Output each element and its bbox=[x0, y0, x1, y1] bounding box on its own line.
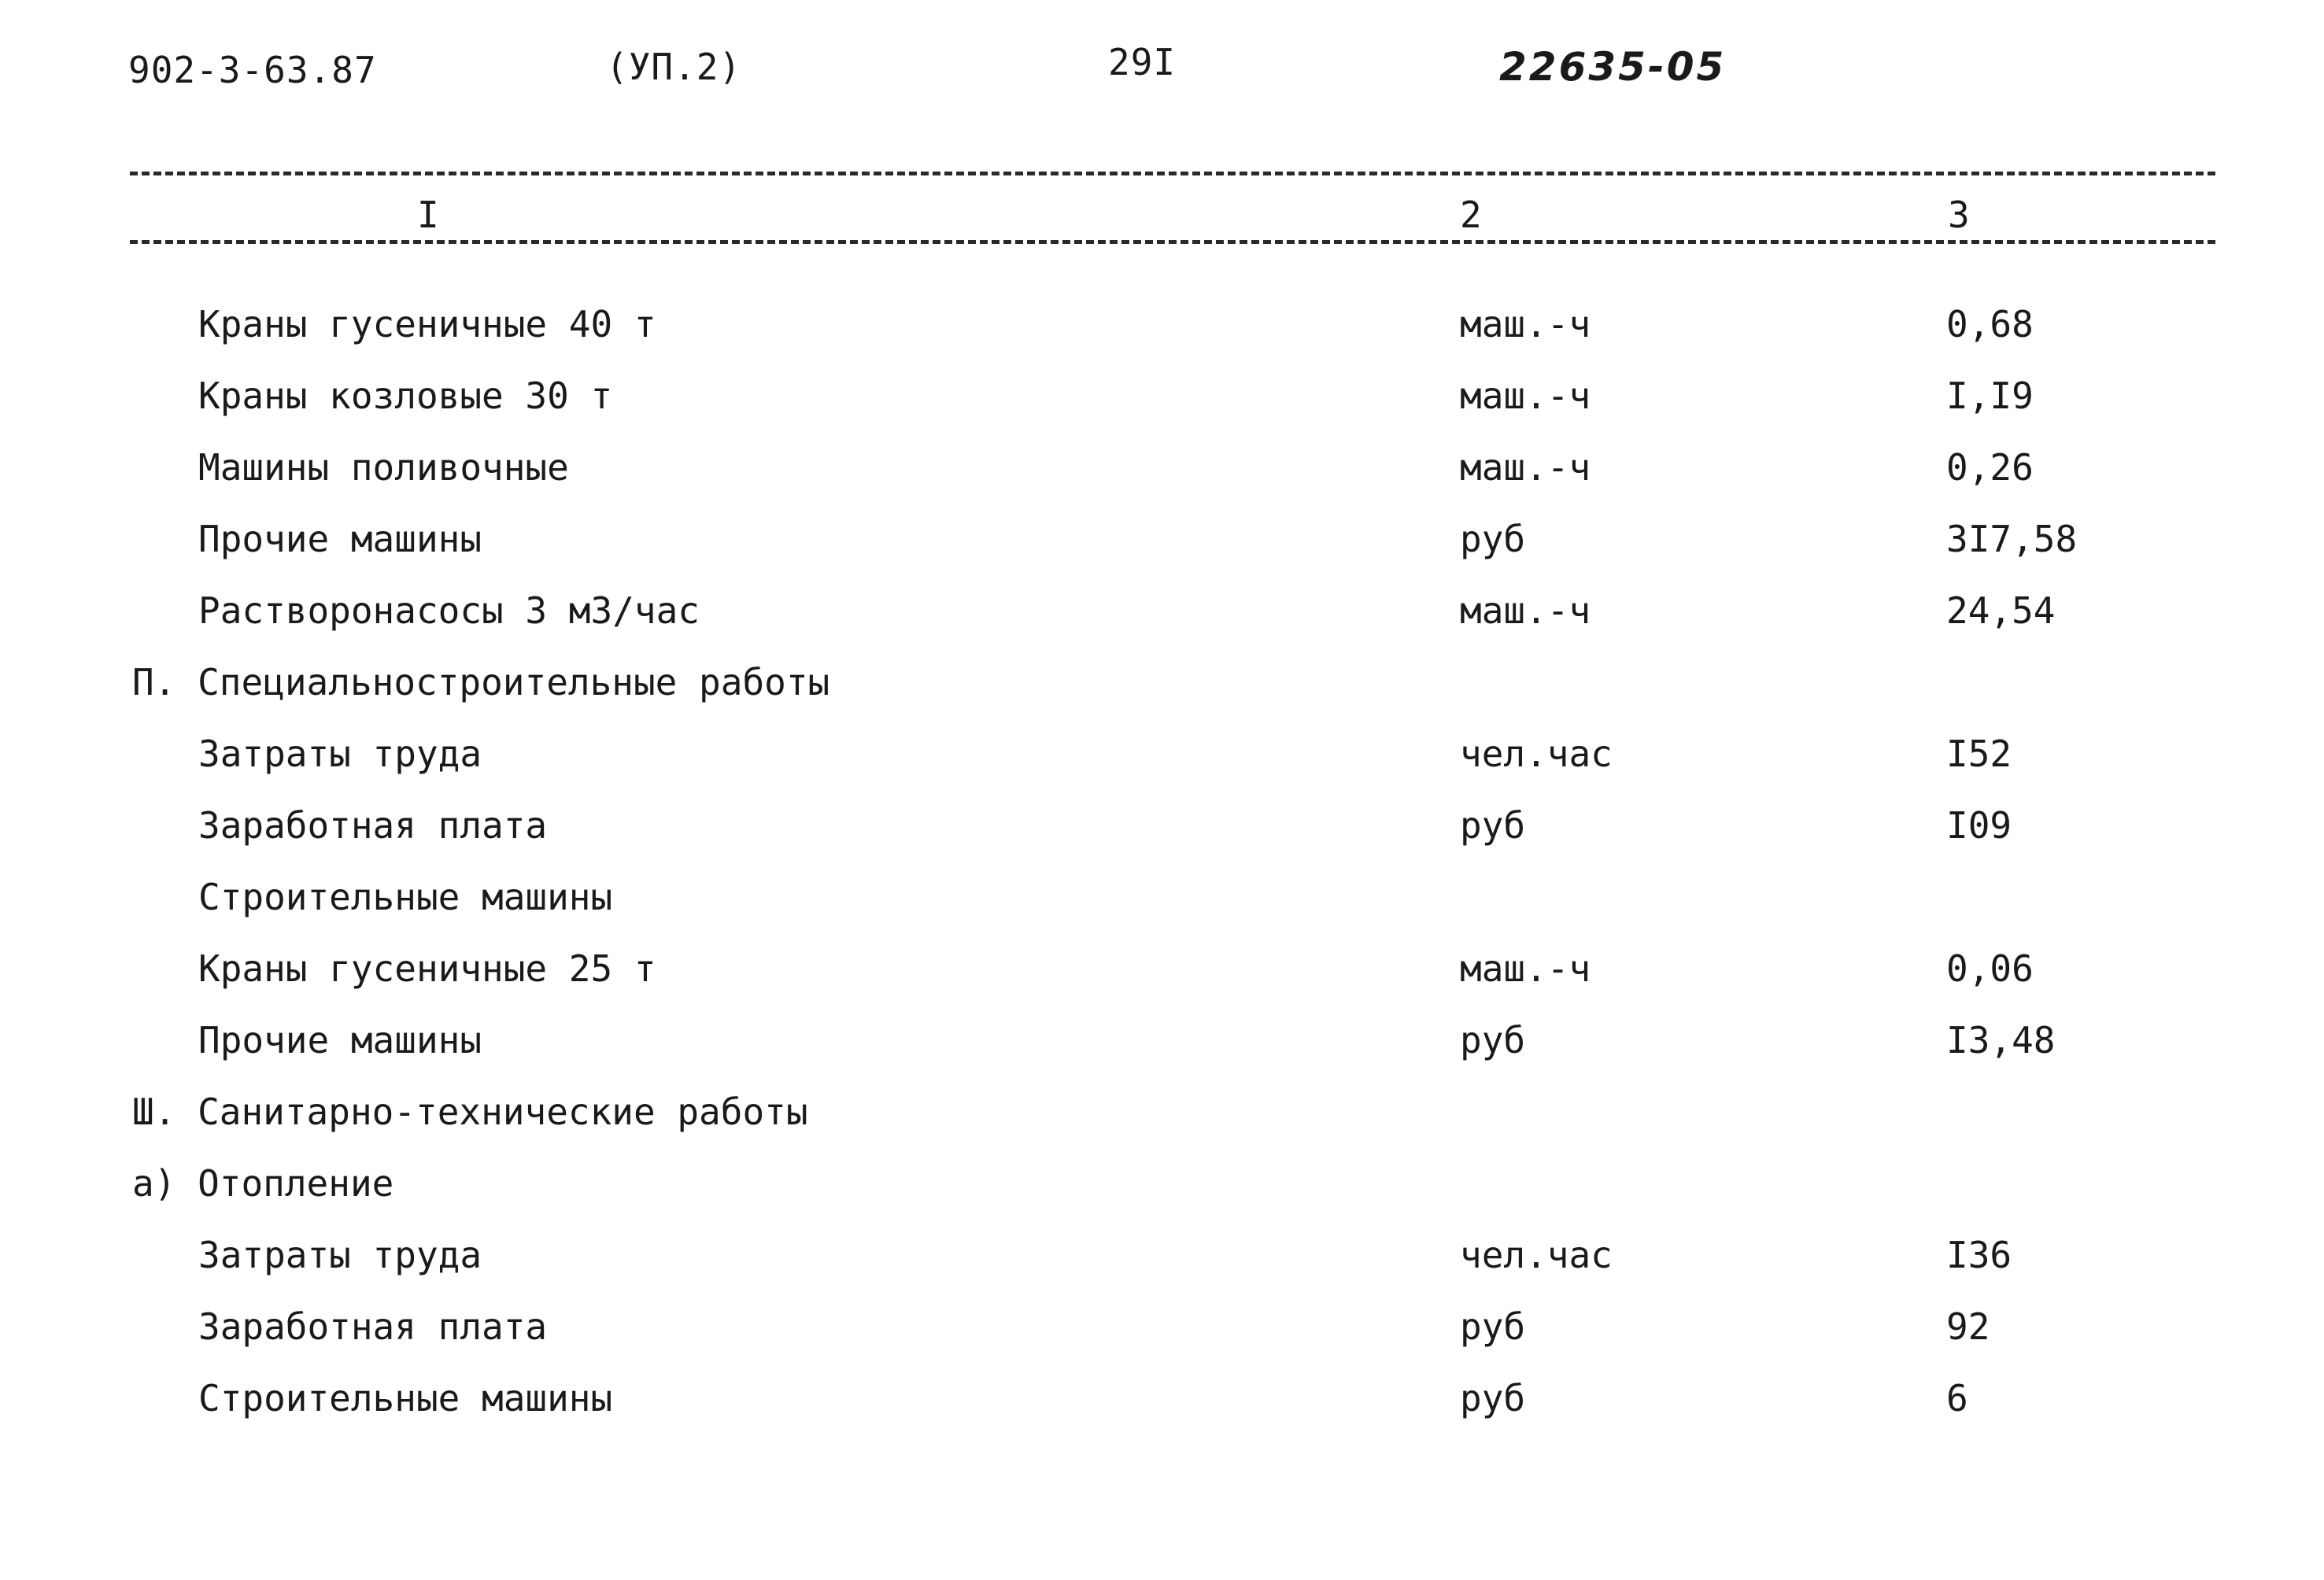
row-label: а) Отопление bbox=[132, 1162, 394, 1205]
page-number: 29I bbox=[1108, 41, 1177, 83]
row-value: 3I7,58 bbox=[1946, 518, 2078, 560]
table-row bbox=[0, 1162, 2324, 1234]
table-header-rule bbox=[130, 240, 2215, 244]
row-label: Строительные машины bbox=[198, 1377, 613, 1419]
row-label: Краны гусеничные 25 т bbox=[198, 947, 656, 990]
row-unit: чел.час bbox=[1460, 733, 1613, 775]
row-value: 24,54 bbox=[1946, 589, 2056, 632]
row-label: Заработная плата bbox=[198, 1305, 548, 1348]
table-row bbox=[0, 661, 2324, 733]
row-label: Затраты труда bbox=[198, 1234, 482, 1276]
table-row bbox=[0, 1305, 2324, 1377]
row-unit: маш.-ч bbox=[1460, 446, 1591, 489]
table-row bbox=[0, 1091, 2324, 1162]
row-value: 0,26 bbox=[1946, 446, 2034, 489]
row-unit: руб bbox=[1460, 518, 1526, 560]
row-label: Растворонасосы 3 м3/час bbox=[198, 589, 700, 632]
row-unit: маш.-ч bbox=[1460, 589, 1591, 632]
row-value: I52 bbox=[1946, 733, 2012, 775]
inventory-number: 22635-05 bbox=[1499, 44, 1727, 90]
row-value: 0,68 bbox=[1946, 303, 2034, 345]
table-row bbox=[0, 518, 2324, 589]
document-code: 902-3-63.87 bbox=[128, 49, 377, 91]
row-label: Затраты труда bbox=[198, 733, 482, 775]
table-top-rule bbox=[130, 172, 2215, 175]
row-unit: маш.-ч bbox=[1460, 947, 1591, 990]
table-row bbox=[0, 733, 2324, 804]
row-label: Заработная плата bbox=[198, 804, 548, 847]
row-value: I36 bbox=[1946, 1234, 2012, 1276]
row-label: Прочие машины bbox=[198, 518, 482, 560]
row-unit: руб bbox=[1460, 1377, 1526, 1419]
row-value: I,I9 bbox=[1946, 375, 2034, 417]
row-unit: руб bbox=[1460, 804, 1526, 847]
row-unit: маш.-ч bbox=[1460, 375, 1591, 417]
row-label: Машины поливочные bbox=[198, 446, 569, 489]
row-unit: руб bbox=[1460, 1305, 1526, 1348]
table-body bbox=[0, 303, 2324, 1449]
row-label: Краны козловые 30 т bbox=[198, 375, 613, 417]
row-value: 0,06 bbox=[1946, 947, 2034, 990]
row-value: 92 bbox=[1946, 1305, 1990, 1348]
table-row bbox=[0, 303, 2324, 375]
column-number-1: I bbox=[409, 195, 447, 234]
row-label: Прочие машины bbox=[198, 1019, 482, 1061]
table-row bbox=[0, 589, 2324, 661]
volume-label: (УП.2) bbox=[606, 46, 742, 88]
row-label: Краны гусеничные 40 т bbox=[198, 303, 656, 345]
row-label: П. Специальностроительные работы bbox=[132, 661, 830, 703]
table-row bbox=[0, 375, 2324, 446]
row-unit: руб bbox=[1460, 1019, 1526, 1061]
table-row bbox=[0, 804, 2324, 876]
row-unit: чел.час bbox=[1460, 1234, 1613, 1276]
row-value: I09 bbox=[1946, 804, 2012, 847]
column-number-2: 2 bbox=[1452, 195, 1490, 234]
table-row bbox=[0, 876, 2324, 947]
row-label: Строительные машины bbox=[198, 876, 613, 918]
table-row bbox=[0, 947, 2324, 1019]
table-row bbox=[0, 1019, 2324, 1091]
row-unit: маш.-ч bbox=[1460, 303, 1591, 345]
row-label: Ш. Санитарно-технические работы bbox=[132, 1091, 808, 1133]
row-value: I3,48 bbox=[1946, 1019, 2056, 1061]
table-row bbox=[0, 446, 2324, 518]
column-number-3: 3 bbox=[1940, 195, 1978, 234]
table-row bbox=[0, 1377, 2324, 1449]
row-value: 6 bbox=[1946, 1377, 1968, 1419]
table-row bbox=[0, 1234, 2324, 1305]
